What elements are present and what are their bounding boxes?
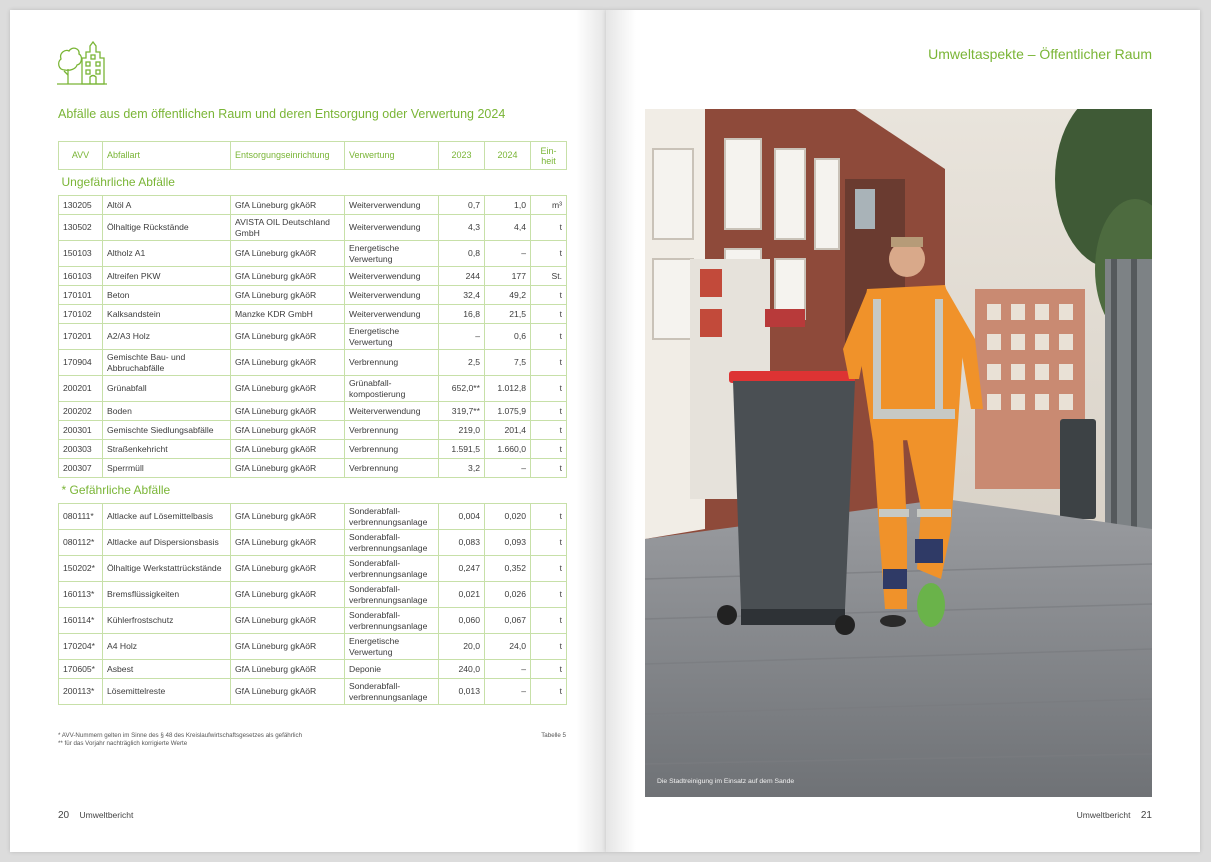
value-2023-cell: 244	[439, 267, 485, 286]
value-2024-cell: 4,4	[485, 215, 531, 241]
value-2023-cell: 652,0**	[439, 376, 485, 402]
einheit-cell: t	[531, 556, 567, 582]
column-header-verwertung: Verwertung	[345, 142, 439, 170]
avv-cell: 200201	[59, 376, 103, 402]
avv-cell: 200301	[59, 421, 103, 440]
avv-cell: 130205	[59, 196, 103, 215]
abfallart-cell: Sperrmüll	[103, 459, 231, 478]
section-heading-row	[59, 478, 567, 504]
avv-cell: 160103	[59, 267, 103, 286]
einheit-cell: t	[531, 215, 567, 241]
entsorgungseinrichtung-cell: GfA Lüneburg gkAöR	[231, 556, 345, 582]
avv-cell: 150202*	[59, 556, 103, 582]
value-2024-cell: 177	[485, 267, 531, 286]
entsorgungseinrichtung-cell: GfA Lüneburg gkAöR	[231, 440, 345, 459]
value-2023-cell: 219,0	[439, 421, 485, 440]
value-2024-cell: 1.660,0	[485, 440, 531, 459]
entsorgungseinrichtung-cell: GfA Lüneburg gkAöR	[231, 196, 345, 215]
page-number: 21	[1140, 810, 1152, 821]
einheit-cell: t	[531, 459, 567, 478]
abfallart-cell: Kühlerfrostschutz	[103, 608, 231, 634]
document-spread	[10, 10, 1200, 852]
verwertung-cell: Energetische Verwertung	[345, 241, 439, 267]
left-page	[10, 10, 606, 852]
entsorgungseinrichtung-cell: Manzke KDR GmbH	[231, 305, 345, 324]
value-2024-cell: 1.012,8	[485, 376, 531, 402]
abfallart-cell: Kalksandstein	[103, 305, 231, 324]
value-2024-cell: 49,2	[485, 286, 531, 305]
value-2024-cell: 1.075,9	[485, 402, 531, 421]
abfallart-cell: Ölhaltige Werkstattrückstände	[103, 556, 231, 582]
avv-cell: 080111*	[59, 504, 103, 530]
value-2023-cell: 4,3	[439, 215, 485, 241]
entsorgungseinrichtung-cell: GfA Lüneburg gkAöR	[231, 324, 345, 350]
entsorgungseinrichtung-cell: GfA Lüneburg gkAöR	[231, 402, 345, 421]
verwertung-cell: Weiterverwendung	[345, 305, 439, 324]
entsorgungseinrichtung-cell: GfA Lüneburg gkAöR	[231, 582, 345, 608]
verwertung-cell: Weiterverwendung	[345, 196, 439, 215]
table-row	[59, 556, 567, 582]
value-2023-cell: 0,247	[439, 556, 485, 582]
abfallart-cell: Asbest	[103, 660, 231, 679]
value-2023-cell: 2,5	[439, 350, 485, 376]
footnote: * AVV-Nummern gelten im Sinne des § 48 des Kreislaufwirtschaftsgesetzes als gefährlich	[58, 732, 303, 739]
footer-label: Umweltbericht	[1076, 810, 1131, 820]
abfallart-cell: A4 Holz	[103, 634, 231, 660]
einheit-cell: St.	[531, 267, 567, 286]
avv-cell: 160114*	[59, 608, 103, 634]
table-row	[59, 267, 567, 286]
abfallart-cell: Lösemittelreste	[103, 679, 231, 705]
abfallart-cell: A2/A3 Holz	[103, 324, 231, 350]
value-2024-cell: –	[485, 459, 531, 478]
value-2023-cell: 0,013	[439, 679, 485, 705]
table-row	[59, 421, 567, 440]
verwertung-cell: Verbrennung	[345, 350, 439, 376]
value-2023-cell: 16,8	[439, 305, 485, 324]
table-body	[59, 170, 567, 705]
abfallart-cell: Altreifen PKW	[103, 267, 231, 286]
value-2024-cell: –	[485, 241, 531, 267]
table-header-row	[59, 142, 567, 170]
table-row	[59, 324, 567, 350]
value-2023-cell: 3,2	[439, 459, 485, 478]
verwertung-cell: Sonderabfall-verbrennungsanlage	[345, 608, 439, 634]
value-2023-cell: 0,021	[439, 582, 485, 608]
table-row	[59, 196, 567, 215]
footer-label: Umweltbericht	[79, 810, 134, 820]
table-title: Abfälle aus dem öffentlichen Raum und deren Entsorgung oder Verwertung 2024	[58, 107, 506, 121]
einheit-cell: t	[531, 504, 567, 530]
house-and-tree-icon	[56, 40, 108, 86]
column-header-2024: 2024	[485, 142, 531, 170]
footnotes	[58, 732, 566, 748]
right-page	[606, 10, 1200, 852]
section-header: Umweltaspekte – Öffentlicher Raum	[928, 46, 1152, 62]
value-2024-cell: 0,352	[485, 556, 531, 582]
abfallart-cell: Altlacke auf Dispersionsbasis	[103, 530, 231, 556]
table-row	[59, 530, 567, 556]
value-2024-cell: 0,6	[485, 324, 531, 350]
einheit-cell: t	[531, 350, 567, 376]
table-row	[59, 376, 567, 402]
table-row	[59, 241, 567, 267]
einheit-cell: t	[531, 608, 567, 634]
page-footer-left	[58, 810, 133, 821]
column-header-abfallart: Abfallart	[103, 142, 231, 170]
einheit-cell: t	[531, 440, 567, 459]
abfallart-cell: Altlacke auf Lösemittelbasis	[103, 504, 231, 530]
value-2023-cell: 0,060	[439, 608, 485, 634]
entsorgungseinrichtung-cell: GfA Lüneburg gkAöR	[231, 350, 345, 376]
abfallart-cell: Altholz A1	[103, 241, 231, 267]
entsorgungseinrichtung-cell: GfA Lüneburg gkAöR	[231, 376, 345, 402]
einheit-cell: t	[531, 679, 567, 705]
street-cleaning-photo	[645, 109, 1152, 797]
einheit-cell: t	[531, 582, 567, 608]
avv-cell: 200202	[59, 402, 103, 421]
column-header-2023: 2023	[439, 142, 485, 170]
table-row	[59, 608, 567, 634]
einheit-cell: t	[531, 376, 567, 402]
table-row	[59, 440, 567, 459]
value-2024-cell: 21,5	[485, 305, 531, 324]
verwertung-cell: Sonderabfall-verbrennungsanlage	[345, 504, 439, 530]
value-2023-cell: 240,0	[439, 660, 485, 679]
page-footer-right	[1077, 810, 1152, 821]
avv-cell: 170605*	[59, 660, 103, 679]
abfallart-cell: Beton	[103, 286, 231, 305]
avv-cell: 200303	[59, 440, 103, 459]
value-2023-cell: 32,4	[439, 286, 485, 305]
abfallart-cell: Altöl A	[103, 196, 231, 215]
avv-cell: 150103	[59, 241, 103, 267]
abfallart-cell: Ölhaltige Rückstände	[103, 215, 231, 241]
table-row	[59, 402, 567, 421]
avv-cell: 200307	[59, 459, 103, 478]
table-row	[59, 286, 567, 305]
verwertung-cell: Deponie	[345, 660, 439, 679]
entsorgungseinrichtung-cell: GfA Lüneburg gkAöR	[231, 241, 345, 267]
table-row	[59, 350, 567, 376]
avv-cell: 160113*	[59, 582, 103, 608]
einheit-cell: t	[531, 305, 567, 324]
verwertung-cell: Energetische Verwertung	[345, 324, 439, 350]
avv-cell: 170102	[59, 305, 103, 324]
einheit-cell: t	[531, 634, 567, 660]
value-2024-cell: 0,067	[485, 608, 531, 634]
entsorgungseinrichtung-cell: GfA Lüneburg gkAöR	[231, 634, 345, 660]
table-row	[59, 582, 567, 608]
abfallart-cell: Gemischte Bau- und Abbruchabfälle	[103, 350, 231, 376]
entsorgungseinrichtung-cell: GfA Lüneburg gkAöR	[231, 267, 345, 286]
verwertung-cell: Weiterverwendung	[345, 286, 439, 305]
einheit-cell: t	[531, 530, 567, 556]
avv-cell: 170204*	[59, 634, 103, 660]
column-header-einheit: Ein- heit	[531, 142, 567, 170]
value-2023-cell: 20,0	[439, 634, 485, 660]
verwertung-cell: Weiterverwendung	[345, 402, 439, 421]
section-heading-row	[59, 170, 567, 196]
photo-caption: Die Stadtreinigung im Einsatz auf dem Sande	[657, 778, 795, 785]
table-row	[59, 634, 567, 660]
avv-cell: 170101	[59, 286, 103, 305]
einheit-cell: t	[531, 660, 567, 679]
column-header-avv: AVV	[59, 142, 103, 170]
avv-cell: 130502	[59, 215, 103, 241]
einheit-cell: t	[531, 421, 567, 440]
value-2023-cell: 0,7	[439, 196, 485, 215]
table-row	[59, 504, 567, 530]
avv-cell: 080112*	[59, 530, 103, 556]
page-number: 20	[58, 810, 70, 821]
entsorgungseinrichtung-cell: AVISTA OIL Deutschland GmbH	[231, 215, 345, 241]
value-2023-cell: 0,8	[439, 241, 485, 267]
verwertung-cell: Sonderabfall-verbrennungsanlage	[345, 679, 439, 705]
table-row	[59, 459, 567, 478]
value-2023-cell: 319,7**	[439, 402, 485, 421]
verwertung-cell: Grünabfall-kompostierung	[345, 376, 439, 402]
entsorgungseinrichtung-cell: GfA Lüneburg gkAöR	[231, 679, 345, 705]
entsorgungseinrichtung-cell: GfA Lüneburg gkAöR	[231, 504, 345, 530]
section-heading: * Gefährliche Abfälle	[59, 478, 567, 504]
einheit-cell: t	[531, 402, 567, 421]
photo-illustration	[645, 109, 1152, 797]
verwertung-cell: Verbrennung	[345, 440, 439, 459]
avv-cell: 170201	[59, 324, 103, 350]
entsorgungseinrichtung-cell: GfA Lüneburg gkAöR	[231, 530, 345, 556]
verwertung-cell: Verbrennung	[345, 421, 439, 440]
table-row	[59, 660, 567, 679]
entsorgungseinrichtung-cell: GfA Lüneburg gkAöR	[231, 421, 345, 440]
einheit-cell: t	[531, 241, 567, 267]
avv-cell: 200113*	[59, 679, 103, 705]
value-2024-cell: 201,4	[485, 421, 531, 440]
value-2023-cell: 1.591,5	[439, 440, 485, 459]
entsorgungseinrichtung-cell: GfA Lüneburg gkAöR	[231, 459, 345, 478]
table-row	[59, 679, 567, 705]
value-2024-cell: 24,0	[485, 634, 531, 660]
avv-cell: 170904	[59, 350, 103, 376]
einheit-cell: m³	[531, 196, 567, 215]
table-reference: Tabelle 5	[541, 732, 566, 739]
value-2024-cell: 1,0	[485, 196, 531, 215]
entsorgungseinrichtung-cell: GfA Lüneburg gkAöR	[231, 608, 345, 634]
value-2024-cell: 7,5	[485, 350, 531, 376]
value-2024-cell: 0,093	[485, 530, 531, 556]
abfallart-cell: Straßenkehricht	[103, 440, 231, 459]
einheit-cell: t	[531, 324, 567, 350]
entsorgungseinrichtung-cell: GfA Lüneburg gkAöR	[231, 660, 345, 679]
table-row	[59, 215, 567, 241]
verwertung-cell: Weiterverwendung	[345, 215, 439, 241]
verwertung-cell: Sonderabfall-verbrennungsanlage	[345, 582, 439, 608]
value-2024-cell: 0,026	[485, 582, 531, 608]
verwertung-cell: Sonderabfall-verbrennungsanlage	[345, 556, 439, 582]
abfallart-cell: Boden	[103, 402, 231, 421]
verwertung-cell: Verbrennung	[345, 459, 439, 478]
table-row	[59, 305, 567, 324]
value-2023-cell: –	[439, 324, 485, 350]
column-header-entsorgungseinrichtung: Entsorgungseinrichtung	[231, 142, 345, 170]
value-2023-cell: 0,004	[439, 504, 485, 530]
entsorgungseinrichtung-cell: GfA Lüneburg gkAöR	[231, 286, 345, 305]
section-heading: Ungefährliche Abfälle	[59, 170, 567, 196]
value-2024-cell: 0,020	[485, 504, 531, 530]
value-2024-cell: –	[485, 660, 531, 679]
value-2023-cell: 0,083	[439, 530, 485, 556]
verwertung-cell: Energetische Verwertung	[345, 634, 439, 660]
abfallart-cell: Grünabfall	[103, 376, 231, 402]
value-2024-cell: –	[485, 679, 531, 705]
waste-table	[58, 141, 567, 705]
abfallart-cell: Gemischte Siedlungsabfälle	[103, 421, 231, 440]
footnote: ** für das Vorjahr nachträglich korrigierte Werte	[58, 740, 188, 747]
abfallart-cell: Bremsflüssigkeiten	[103, 582, 231, 608]
einheit-cell: t	[531, 286, 567, 305]
verwertung-cell: Sonderabfall-verbrennungsanlage	[345, 530, 439, 556]
verwertung-cell: Weiterverwendung	[345, 267, 439, 286]
